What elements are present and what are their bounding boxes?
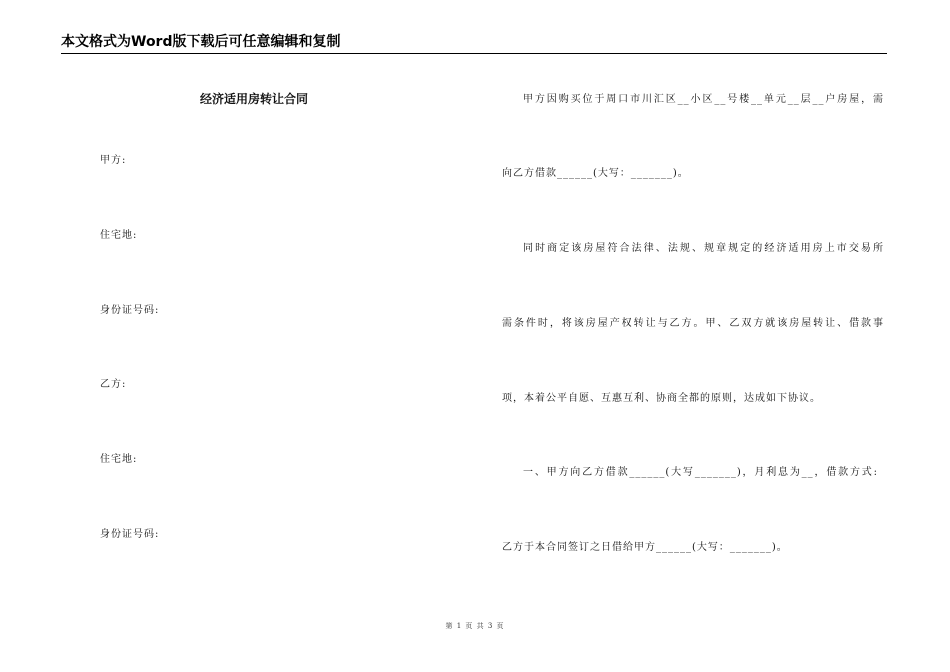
- party-b-address-label: 住宅地:: [100, 454, 138, 465]
- paragraph-line: 甲方因购买位于周口市川汇区__小区__号楼__单元__层__户房屋，需: [523, 94, 884, 105]
- party-a-address-label: 住宅地:: [100, 230, 138, 241]
- page-header: [61, 33, 887, 54]
- document-title: 经济适用房转让合同: [200, 92, 309, 106]
- party-b-id-label: 身份证号码:: [100, 529, 160, 540]
- header-text: 本文格式为Word版下载后可任意编辑和复制: [61, 34, 341, 50]
- party-b-label: 乙方:: [100, 379, 127, 390]
- paragraph-line: 项，本着公平自愿、互惠互利、协商全都的原则，达成如下协议。: [502, 393, 821, 404]
- party-a-label: 甲方:: [100, 155, 127, 166]
- paragraph-line: 需条件时，将该房屋产权转让与乙方。甲、乙双方就该房屋转让、借款事: [502, 318, 884, 329]
- page-footer: 第 1 页 共 3 页: [445, 622, 505, 630]
- paragraph-line: 同时商定该房屋符合法律、法规、规章规定的经济适用房上市交易所: [523, 243, 884, 254]
- paragraph-line: 乙方于本合同签订之日借给甲方______(大写：_______)。: [502, 542, 788, 553]
- party-a-id-label: 身份证号码:: [100, 305, 160, 316]
- paragraph-line: 一、甲方向乙方借款______(大写_______)，月利息为__，借款方式:: [523, 467, 878, 478]
- paragraph-line: 向乙方借款______(大写：_______)。: [502, 168, 689, 179]
